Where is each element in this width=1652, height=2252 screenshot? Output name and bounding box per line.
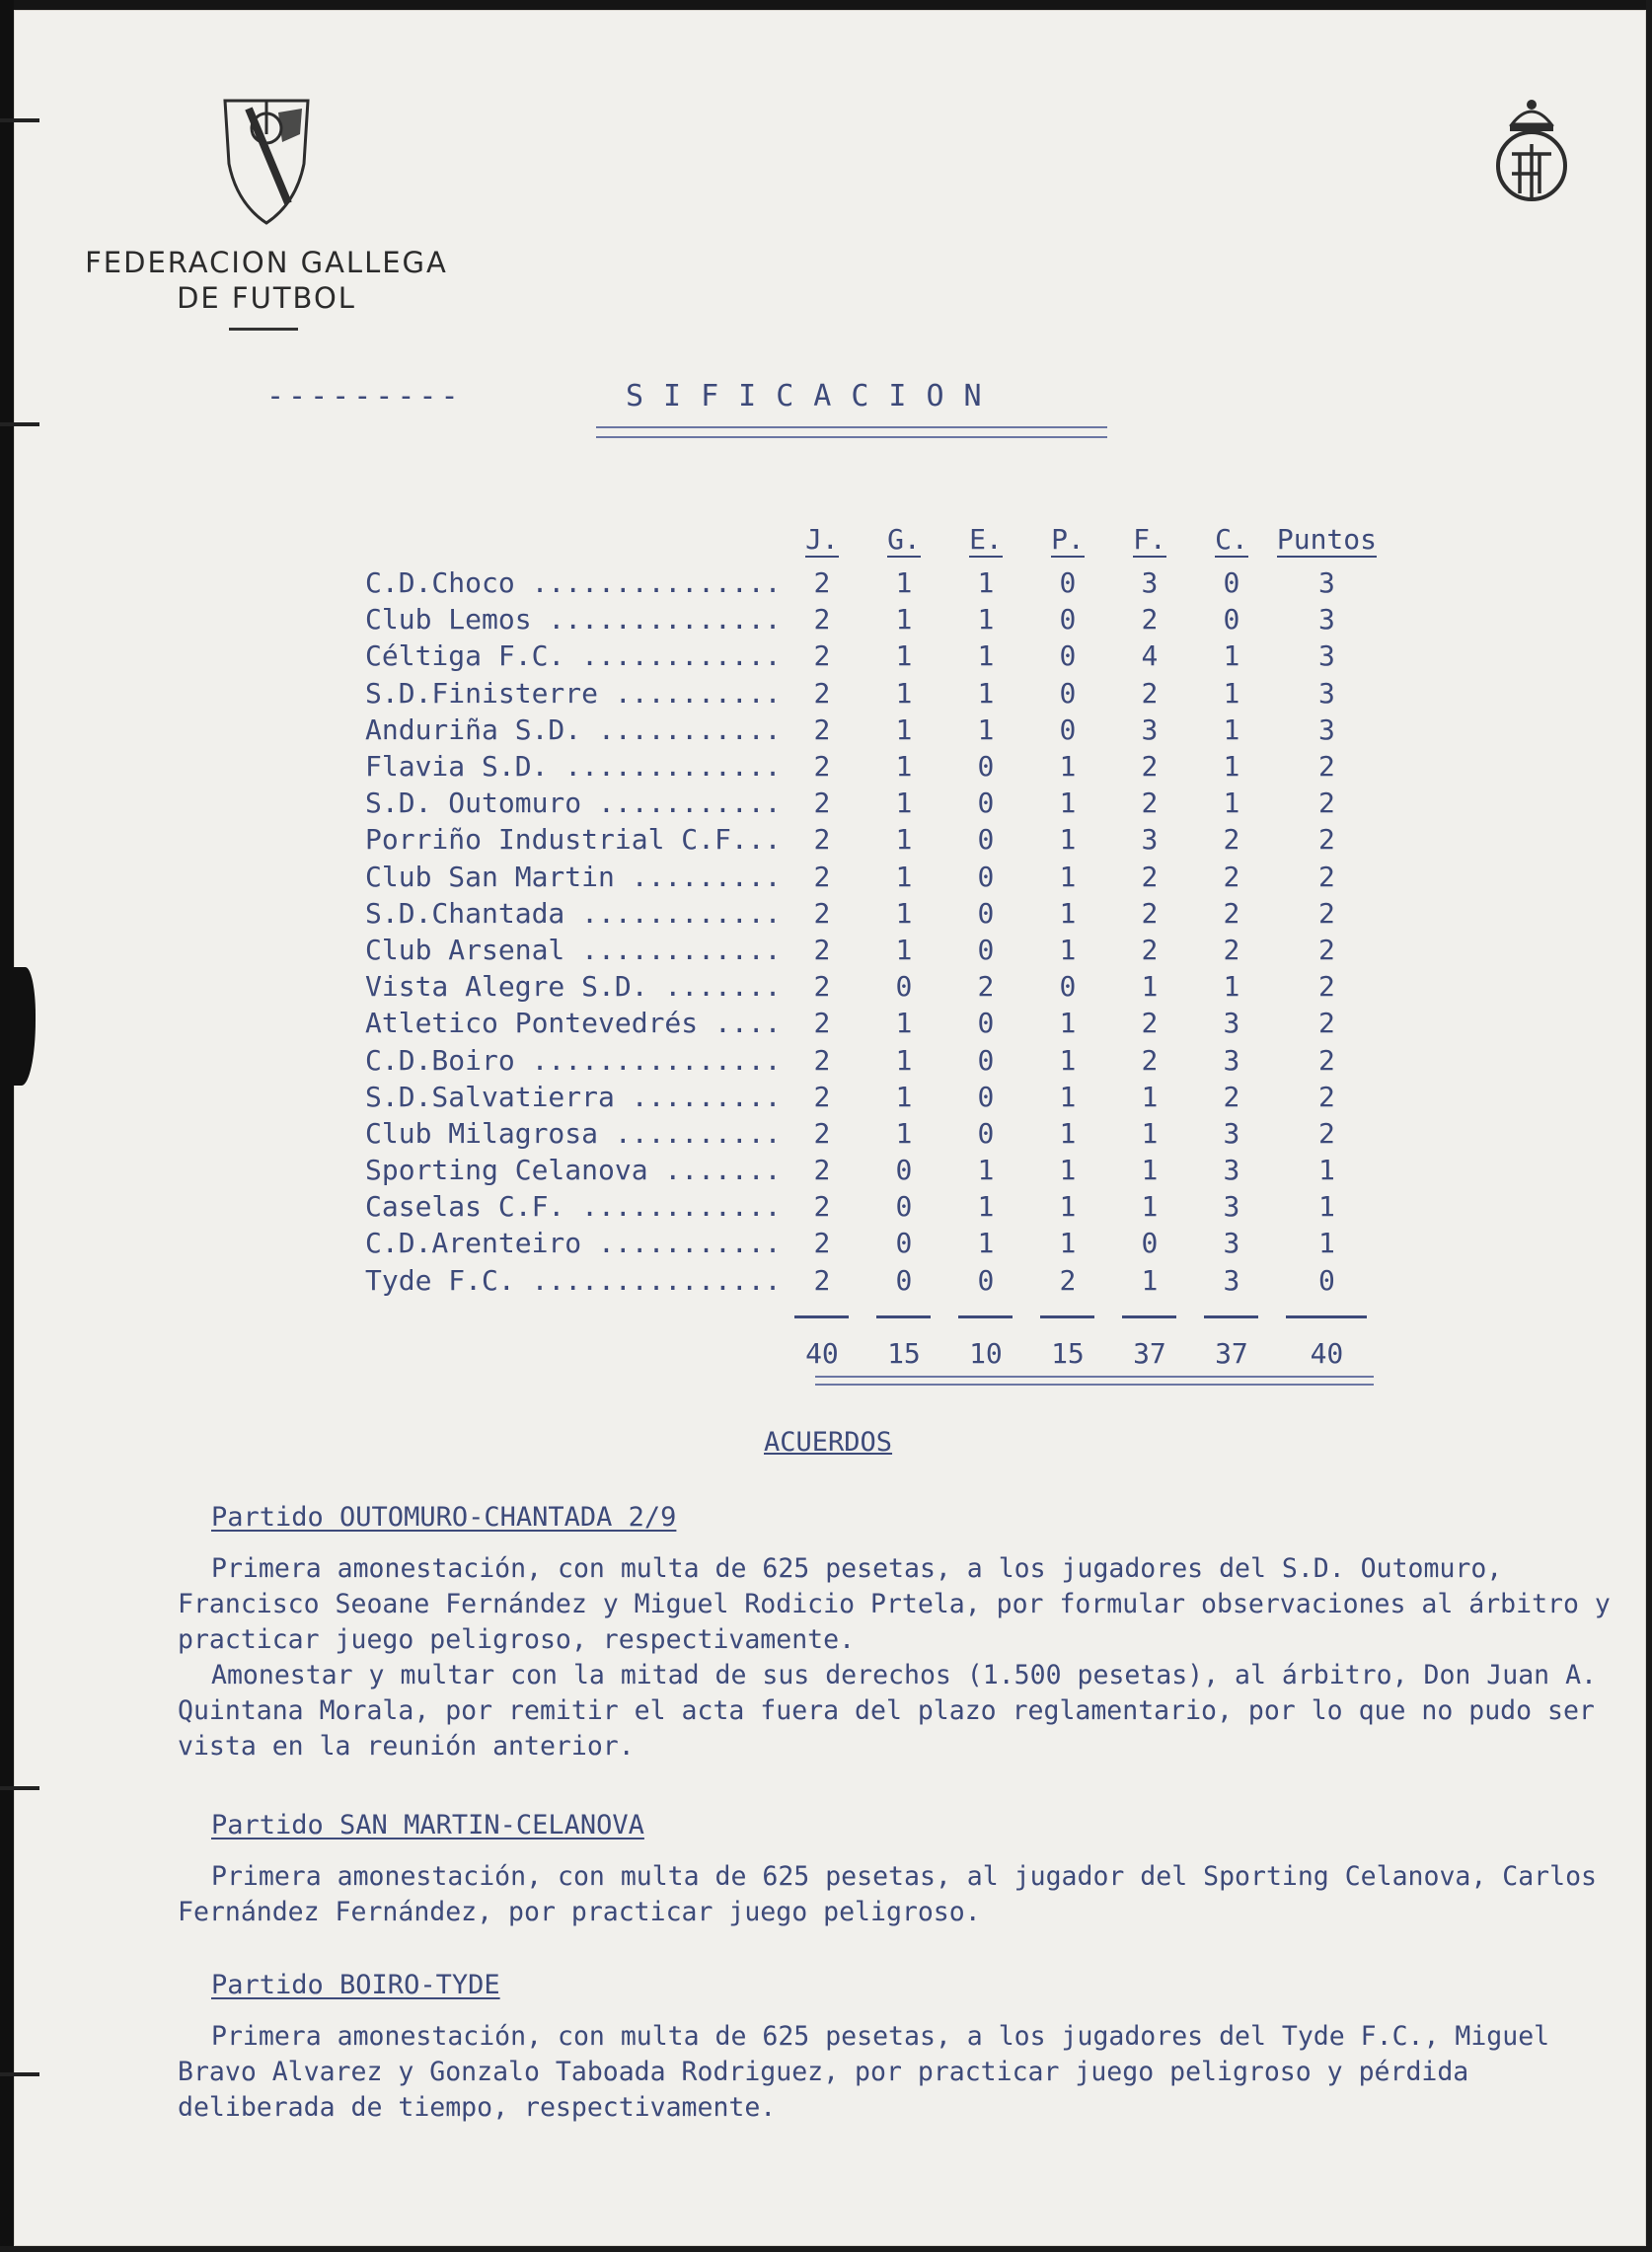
- team-name-cell: Anduriña S.D. ...........: [365, 713, 782, 746]
- stat-cell: 2: [1141, 1007, 1159, 1040]
- stat-cell: 2: [1141, 787, 1159, 820]
- column-header-label: E.: [969, 523, 1003, 556]
- team-name-cell: C.D.Boiro ...............: [365, 1043, 782, 1077]
- stat-cell: 3: [1223, 1043, 1240, 1077]
- stat-cell: 1: [895, 750, 913, 784]
- agreement-paragraph: Primera amonestación, con multa de 625 pesetas, a los jugadores del Tyde F.C., Miguel Bravo Alvarez y Gonzalo Taboada Rodriguez, por practicar juego peligroso y pérdida deliberada de tiempo, respectivamente.: [178, 2021, 1550, 2123]
- team-name-cell: S.D.Salvatierra .........: [365, 1080, 782, 1113]
- stat-cell: 2: [1141, 603, 1159, 637]
- stat-cell: 1: [1318, 1154, 1335, 1187]
- table-row: [365, 1225, 1381, 1261]
- team-name-cell: Club Milagrosa ..........: [365, 1116, 782, 1150]
- stat-cell: 1: [1141, 1080, 1159, 1113]
- table-row: [365, 638, 1381, 674]
- match-title: Partido OUTOMURO-CHANTADA 2/9: [211, 1502, 677, 1533]
- stat-cell: 0: [1059, 676, 1077, 710]
- stat-cell: 2: [1318, 896, 1335, 930]
- agreement-paragraph: Primera amonestación, con multa de 625 pesetas, al jugador del Sporting Celanova, Carlos Fernández Fernández, por practicar juego peligroso.: [178, 1861, 1597, 1927]
- team-name-cell: S.D.Finisterre ..........: [365, 676, 782, 710]
- team-name-cell: Porriño Industrial C.F...: [365, 823, 782, 857]
- column-header-label: Puntos: [1276, 523, 1378, 556]
- match-title: Partido BOIRO-TYDE: [211, 1970, 500, 2000]
- total-cell: 40: [1310, 1337, 1344, 1371]
- stat-cell: 2: [1223, 933, 1240, 966]
- separator-blank: [365, 1299, 781, 1335]
- stat-cell: 2: [813, 1263, 831, 1297]
- separator-cell: [1026, 1299, 1108, 1335]
- stat-cell: 2: [1141, 750, 1159, 784]
- agreement-paragraph: Primera amonestación, con multa de 625 pesetas, a los jugadores del S.D. Outomuro, Francisco Seoane Fernández y Miguel Rodicio Prtela, por formular observaciones al árbitro y practicar juego peligroso, respectivamente.: [178, 1553, 1611, 1655]
- stat-cell: 2: [1318, 823, 1335, 857]
- table-row: [365, 1079, 1381, 1115]
- stat-cell: 2: [1318, 1116, 1335, 1150]
- stat-cell: 2: [813, 933, 831, 966]
- stat-cell: 0: [977, 1007, 995, 1040]
- team-name-cell: Vista Alegre S.D. .......: [365, 970, 782, 1004]
- stat-cell: 1: [1141, 1116, 1159, 1150]
- team-name-cell: Flavia S.D. .............: [365, 750, 782, 784]
- totals-separator: [365, 1299, 1381, 1335]
- stat-cell: 1: [1318, 1190, 1335, 1224]
- column-header: [781, 521, 863, 564]
- totals-row: [365, 1335, 1381, 1372]
- stat-cell: 0: [895, 1263, 913, 1297]
- stat-cell: 1: [977, 566, 995, 600]
- stat-cell: 1: [895, 639, 913, 673]
- stat-cell: 1: [1223, 639, 1240, 673]
- stat-cell: 0: [1059, 639, 1077, 673]
- stat-cell: 1: [977, 713, 995, 746]
- column-header-label: G.: [887, 523, 921, 556]
- stat-cell: 1: [977, 639, 995, 673]
- stat-cell: 0: [977, 787, 995, 820]
- org-line2: DE FUTBOL: [177, 281, 356, 315]
- total-cell: 37: [1215, 1337, 1248, 1371]
- stat-cell: 3: [1141, 823, 1159, 857]
- scan-edge-top: [0, 0, 1652, 10]
- stat-cell: 3: [1223, 1007, 1240, 1040]
- stat-cell: 1: [895, 896, 913, 930]
- stat-cell: 0: [1059, 713, 1077, 746]
- stat-cell: 1: [895, 566, 913, 600]
- stat-cell: 2: [813, 1154, 831, 1187]
- stat-cell: 1: [1223, 787, 1240, 820]
- stat-cell: 1: [1059, 1007, 1077, 1040]
- team-name-cell: Club Arsenal ............: [365, 933, 782, 966]
- stat-cell: 1: [1318, 1227, 1335, 1260]
- page-title: SIFICACION: [626, 379, 1002, 413]
- total-cell: 40: [805, 1337, 839, 1371]
- stat-cell: 3: [1141, 713, 1159, 746]
- stat-cell: 4: [1141, 639, 1159, 673]
- stat-cell: 2: [1141, 676, 1159, 710]
- stat-cell: 2: [1318, 860, 1335, 893]
- stat-cell: 1: [895, 787, 913, 820]
- column-header: [1108, 521, 1190, 564]
- stat-cell: 1: [1059, 1116, 1077, 1150]
- stat-cell: 3: [1223, 1263, 1240, 1297]
- stat-cell: 0: [1059, 970, 1077, 1004]
- stat-cell: 2: [813, 1043, 831, 1077]
- stat-cell: 1: [1223, 750, 1240, 784]
- stat-cell: 0: [977, 1043, 995, 1077]
- stat-cell: 2: [813, 713, 831, 746]
- total-cell: 15: [1051, 1337, 1085, 1371]
- stat-cell: 1: [895, 823, 913, 857]
- column-header: [863, 521, 944, 564]
- stat-cell: 2: [813, 750, 831, 784]
- table-row: [365, 968, 1381, 1005]
- stat-cell: 1: [895, 676, 913, 710]
- team-name-cell: S.D. Outomuro ...........: [365, 787, 782, 820]
- column-header: [1272, 521, 1381, 564]
- stat-cell: 1: [1223, 713, 1240, 746]
- stat-cell: 1: [1141, 1154, 1159, 1187]
- table-row: [365, 1115, 1381, 1152]
- separator-cell: [1272, 1299, 1381, 1335]
- table-row: [365, 1152, 1381, 1188]
- team-name-cell: Sporting Celanova .......: [365, 1154, 782, 1187]
- stat-cell: 2: [1141, 1043, 1159, 1077]
- column-header: [1026, 521, 1108, 564]
- stat-cell: 3: [1141, 566, 1159, 600]
- separator-cell: [863, 1299, 944, 1335]
- stat-cell: 0: [895, 970, 913, 1004]
- team-name-cell: Caselas C.F. ............: [365, 1190, 782, 1224]
- stat-cell: 1: [1141, 970, 1159, 1004]
- column-header-label: J.: [805, 523, 839, 556]
- stat-cell: 2: [1318, 970, 1335, 1004]
- stat-cell: 1: [1223, 970, 1240, 1004]
- stat-cell: 1: [1141, 1263, 1159, 1297]
- stat-cell: 1: [895, 1043, 913, 1077]
- stat-cell: 2: [813, 896, 831, 930]
- stat-cell: 2: [813, 787, 831, 820]
- binder-mark: [0, 2072, 39, 2076]
- stat-cell: 1: [1059, 823, 1077, 857]
- scan-edge-bottom: [0, 2246, 1652, 2252]
- stat-cell: 1: [1059, 933, 1077, 966]
- stat-cell: 2: [1318, 1043, 1335, 1077]
- stat-cell: 2: [1318, 1080, 1335, 1113]
- binder-mark: [0, 118, 39, 122]
- stat-cell: 1: [895, 1007, 913, 1040]
- stat-cell: 0: [977, 860, 995, 893]
- agreement-paragraph: Amonestar y multar con la mitad de sus derechos (1.500 pesetas), al árbitro, Don Juan A. Quintana Morala, por remitir el acta fuera del plazo reglamentario, por lo que no pudo ser vista en la reunión anterior.: [178, 1660, 1597, 1762]
- total-cell: 15: [887, 1337, 921, 1371]
- stat-cell: 3: [1223, 1154, 1240, 1187]
- stat-cell: 2: [813, 603, 831, 637]
- table-row: [365, 601, 1381, 638]
- federation-crest-icon: [219, 95, 314, 227]
- stat-cell: 2: [1223, 896, 1240, 930]
- stat-cell: 1: [895, 713, 913, 746]
- scan-edge-left: [0, 0, 14, 2252]
- stat-cell: 1: [977, 676, 995, 710]
- standings-table: [365, 521, 1381, 1372]
- stat-cell: 1: [1141, 1190, 1159, 1224]
- stat-cell: 1: [977, 1227, 995, 1260]
- stat-cell: 0: [977, 823, 995, 857]
- table-row: [365, 1005, 1381, 1041]
- stat-cell: 1: [895, 603, 913, 637]
- stat-cell: 0: [977, 750, 995, 784]
- stat-cell: 0: [895, 1154, 913, 1187]
- stat-cell: 0: [1223, 603, 1240, 637]
- stat-cell: 1: [895, 1116, 913, 1150]
- stat-cell: 1: [1059, 860, 1077, 893]
- table-row: [365, 895, 1381, 932]
- table-row: [365, 859, 1381, 895]
- stat-cell: 2: [813, 639, 831, 673]
- stat-cell: 0: [977, 1263, 995, 1297]
- stat-cell: 2: [813, 676, 831, 710]
- separator-cell: [1108, 1299, 1190, 1335]
- table-row: [365, 748, 1381, 785]
- stat-cell: 3: [1223, 1227, 1240, 1260]
- org-underline: [229, 328, 298, 331]
- stat-cell: 1: [977, 1190, 995, 1224]
- royal-federation-emblem-icon: [1490, 95, 1573, 205]
- stat-cell: 1: [895, 860, 913, 893]
- stat-cell: 2: [1141, 860, 1159, 893]
- stat-cell: 0: [1059, 566, 1077, 600]
- stat-cell: 0: [895, 1227, 913, 1260]
- totals-label: [365, 1335, 781, 1372]
- stat-cell: 2: [1318, 933, 1335, 966]
- standings-body: [365, 564, 1381, 1299]
- stat-cell: 2: [1141, 896, 1159, 930]
- table-row: [365, 821, 1381, 858]
- stat-cell: 1: [977, 603, 995, 637]
- stat-cell: 2: [813, 1116, 831, 1150]
- table-row: [365, 675, 1381, 712]
- stat-cell: 2: [1318, 787, 1335, 820]
- binder-mark: [0, 422, 39, 426]
- stat-cell: 1: [895, 1080, 913, 1113]
- table-row: [365, 712, 1381, 748]
- stat-cell: 2: [813, 566, 831, 600]
- stat-cell: 2: [1223, 860, 1240, 893]
- stat-cell: 0: [977, 896, 995, 930]
- stat-cell: 1: [1059, 1190, 1077, 1224]
- column-header-label: F.: [1133, 523, 1166, 556]
- table-row: [365, 1188, 1381, 1225]
- team-name-cell: C.D.Choco ...............: [365, 566, 782, 600]
- team-name-cell: S.D.Chantada ............: [365, 896, 782, 930]
- team-name-cell: C.D.Arenteiro ...........: [365, 1227, 782, 1260]
- table-header-row: [365, 521, 1381, 564]
- stat-cell: 2: [813, 1007, 831, 1040]
- stat-cell: 0: [1223, 566, 1240, 600]
- stat-cell: 0: [1059, 603, 1077, 637]
- stat-cell: 3: [1318, 676, 1335, 710]
- stat-cell: 0: [977, 1116, 995, 1150]
- stat-cell: 1: [1059, 750, 1077, 784]
- stat-cell: 2: [1318, 750, 1335, 784]
- stat-cell: 3: [1318, 603, 1335, 637]
- stat-cell: 1: [1059, 1080, 1077, 1113]
- stat-cell: 3: [1223, 1116, 1240, 1150]
- binder-mark: [0, 1786, 39, 1790]
- separator-cell: [1190, 1299, 1272, 1335]
- title-dashes: ---------: [266, 379, 463, 413]
- team-name-cell: Tyde F.C. ...............: [365, 1263, 782, 1297]
- stat-cell: 1: [1059, 896, 1077, 930]
- team-name-cell: Club San Martin .........: [365, 860, 782, 893]
- acuerdos-heading: ACUERDOS: [764, 1427, 893, 1458]
- stat-cell: 2: [813, 1190, 831, 1224]
- table-row: [365, 932, 1381, 968]
- stat-cell: 2: [1223, 823, 1240, 857]
- column-header: [944, 521, 1026, 564]
- table-row: [365, 1041, 1381, 1078]
- stat-cell: 2: [813, 1080, 831, 1113]
- totals-double-rule: [815, 1376, 1374, 1386]
- stat-cell: 1: [1059, 1227, 1077, 1260]
- stat-cell: 1: [1059, 1043, 1077, 1077]
- table-row: [365, 1262, 1381, 1299]
- team-name-cell: Céltiga F.C. ............: [365, 639, 782, 673]
- organization-name: [69, 245, 464, 316]
- team-column-header: [365, 521, 781, 564]
- stat-cell: 2: [1059, 1263, 1077, 1297]
- separator-cell: [781, 1299, 863, 1335]
- stat-cell: 2: [1223, 1080, 1240, 1113]
- stat-cell: 0: [977, 1080, 995, 1113]
- stat-cell: 2: [813, 860, 831, 893]
- stat-cell: 1: [1059, 1154, 1077, 1187]
- stat-cell: 1: [895, 933, 913, 966]
- stat-cell: 1: [1059, 787, 1077, 820]
- stat-cell: 3: [1318, 639, 1335, 673]
- column-header-label: P.: [1051, 523, 1085, 556]
- stat-cell: 2: [813, 1227, 831, 1260]
- separator-cell: [944, 1299, 1026, 1335]
- stat-cell: 1: [977, 1154, 995, 1187]
- column-header-label: C.: [1215, 523, 1248, 556]
- stat-cell: 2: [813, 970, 831, 1004]
- stat-cell: 3: [1318, 566, 1335, 600]
- stat-cell: 2: [813, 823, 831, 857]
- org-line1: FEDERACION GALLEGA: [85, 246, 448, 279]
- total-cell: 37: [1133, 1337, 1166, 1371]
- match-title: Partido SAN MARTIN-CELANOVA: [211, 1810, 644, 1840]
- column-header: [1190, 521, 1272, 564]
- total-cell: 10: [969, 1337, 1003, 1371]
- stat-cell: 0: [1318, 1263, 1335, 1297]
- title-double-rule: [596, 426, 1107, 438]
- stat-cell: 2: [977, 970, 995, 1004]
- table-row: [365, 785, 1381, 821]
- stat-cell: 2: [1141, 933, 1159, 966]
- stat-cell: 3: [1223, 1190, 1240, 1224]
- stat-cell: 0: [1141, 1227, 1159, 1260]
- team-name-cell: Atletico Pontevedrés ....: [365, 1007, 782, 1040]
- stat-cell: 0: [977, 933, 995, 966]
- stat-cell: 3: [1318, 713, 1335, 746]
- scan-edge-right: [1646, 0, 1652, 2252]
- table-row: [365, 564, 1381, 601]
- stat-cell: 1: [1223, 676, 1240, 710]
- team-name-cell: Club Lemos ..............: [365, 603, 782, 637]
- stat-cell: 0: [895, 1190, 913, 1224]
- stat-cell: 2: [1318, 1007, 1335, 1040]
